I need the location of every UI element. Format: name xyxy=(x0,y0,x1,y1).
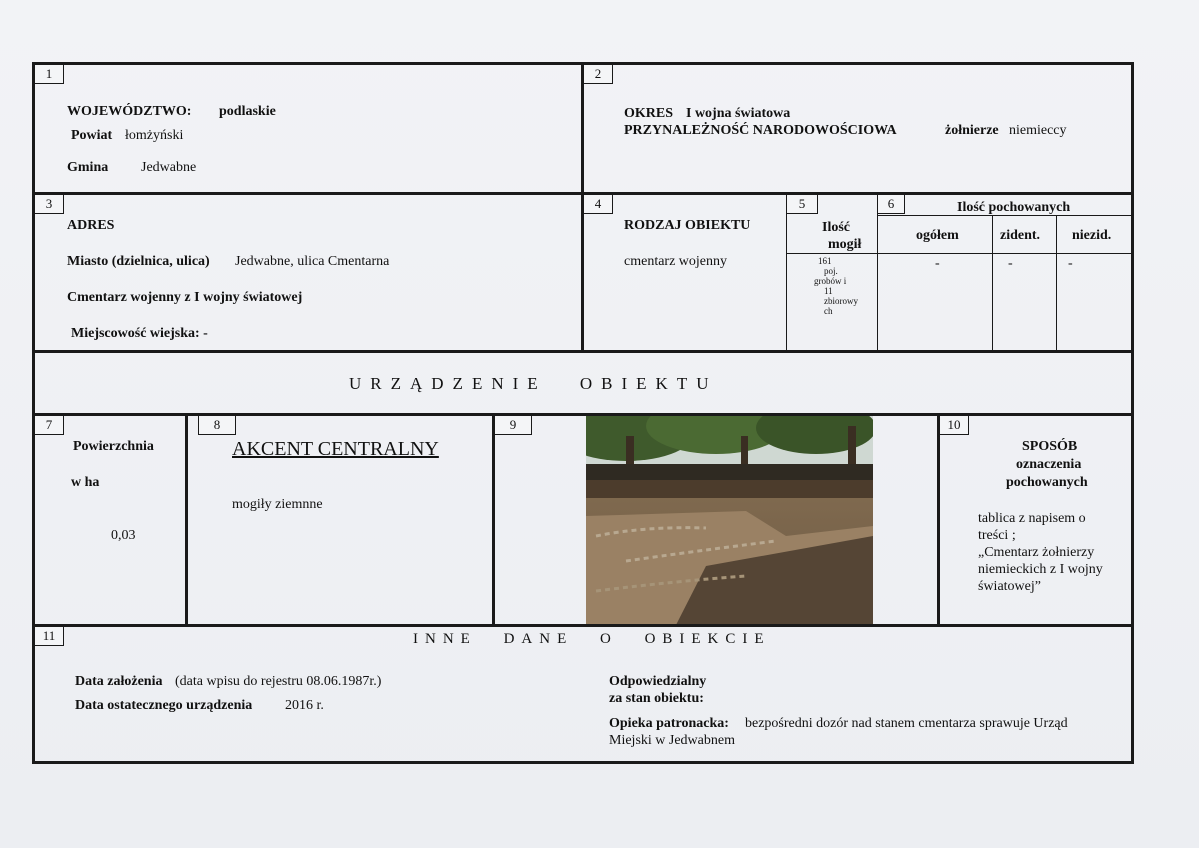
cell-number: 9 xyxy=(495,416,532,435)
cell-number: 3 xyxy=(35,195,64,214)
cell-1 xyxy=(32,62,584,195)
akcent-value: mogiły ziemnne xyxy=(232,497,323,512)
cmentarz-text: Cmentarz wojenny z I wojny światowej xyxy=(67,290,303,305)
cell-number-5: 5 xyxy=(787,195,818,214)
wojewodztwo-value: podlaskie xyxy=(219,104,276,119)
rodzaj-label: RODZAJ OBIEKTU xyxy=(624,218,751,233)
ilosc-mogil-line: 161 xyxy=(818,256,832,266)
przynaleznosc-label: PRZYNALEŻNOŚĆ NARODOWOŚCIOWA xyxy=(624,123,897,138)
wojewodztwo-label: WOJEWÓDZTWO: xyxy=(67,104,192,119)
cell-2 xyxy=(581,62,1134,195)
divider xyxy=(877,195,878,351)
ilosc-mogil-header-1: Ilość xyxy=(822,220,850,235)
przynaleznosc-bold: żołnierze xyxy=(945,123,999,138)
data-zalozenia-label: Data założenia xyxy=(75,674,163,689)
cell-11 xyxy=(32,624,1134,764)
val-zident: - xyxy=(1008,256,1013,271)
powierzchnia-label: Powierzchnia xyxy=(73,439,154,454)
cemetery-photo xyxy=(586,416,873,625)
ilosc-mogil-line: ch xyxy=(824,306,833,316)
divider xyxy=(992,215,993,351)
odpowiedzialny-l1: Odpowiedzialny xyxy=(609,674,707,689)
val-niezid: - xyxy=(1068,256,1073,271)
miasto-label: Miasto (dzielnica, ulica) xyxy=(67,254,210,269)
divider xyxy=(786,195,787,351)
divider xyxy=(787,253,1132,254)
cell-number: 10 xyxy=(940,416,969,435)
adres-label: ADRES xyxy=(67,218,115,233)
section-title-bar xyxy=(32,350,1134,416)
opieka-text-1: bezpośredni dozór nad stanem cmentarza sprawuje Urząd xyxy=(745,716,1068,731)
powiat-label: Powiat xyxy=(71,128,113,143)
col-zident: zident. xyxy=(1000,228,1041,243)
sposob-title-1: SPOSÓB xyxy=(1022,439,1078,454)
divider xyxy=(1056,215,1057,351)
opieka-label: Opieka patronacka: xyxy=(609,716,729,731)
section-title: URZĄDZENIE OBIEKTU xyxy=(349,374,718,393)
cell-3 xyxy=(32,192,584,353)
sposob-text-line: światowej” xyxy=(978,579,1041,594)
sposob-text-line: niemieckich z I wojny xyxy=(978,562,1103,577)
powierzchnia-value: 0,03 xyxy=(111,528,136,543)
cell-number: 7 xyxy=(35,416,64,435)
data-ostatecznego-label: Data ostatecznego urządzenia xyxy=(75,698,253,713)
sposob-title-3: pochowanych xyxy=(1006,475,1088,490)
cell-number: 1 xyxy=(35,65,64,84)
cell-8 xyxy=(185,413,495,627)
akcent-title: AKCENT CENTRALNY xyxy=(232,438,439,460)
val-ogolem: - xyxy=(935,256,940,271)
data-ostatecznego-value: 2016 r. xyxy=(285,698,324,713)
col-niezid: niezid. xyxy=(1072,228,1112,243)
sposob-title-2: oznaczenia xyxy=(1016,457,1082,472)
cell-number: 11 xyxy=(35,627,64,646)
okres-value: I wojna światowa xyxy=(686,106,791,121)
opieka-text-2: Miejski w Jedwabnem xyxy=(609,733,735,748)
przynaleznosc-value: niemieccy xyxy=(1009,123,1067,138)
cell-number-6: 6 xyxy=(878,195,905,214)
ilosc-mogil-line: poj. xyxy=(824,266,838,276)
odpowiedzialny-l2: za stan obiektu: xyxy=(609,691,704,706)
powiat-value: łomżyński xyxy=(125,128,184,143)
gmina-label: Gmina xyxy=(67,160,109,175)
ilosc-pochowanych-header: Ilość pochowanych xyxy=(957,200,1071,215)
cell-number: 2 xyxy=(584,65,613,84)
ilosc-mogil-line: zbiorowy xyxy=(824,296,858,306)
sposob-text-line: „Cmentarz żołnierzy xyxy=(978,545,1095,560)
sposob-text-line: tablica z napisem o xyxy=(978,511,1086,526)
gmina-value: Jedwabne xyxy=(141,160,197,175)
miasto-value: Jedwabne, ulica Cmentarna xyxy=(235,254,390,269)
sposob-text-line: treści ; xyxy=(978,528,1016,543)
cell-10 xyxy=(937,413,1134,627)
rodzaj-value: cmentarz wojenny xyxy=(624,254,728,269)
ilosc-mogil-line: grobów i xyxy=(814,276,847,286)
ilosc-mogil-line: 11 xyxy=(824,286,833,296)
data-zalozenia-value: (data wpisu do rejestru 08.06.1987r.) xyxy=(175,674,382,689)
powierzchnia-unit: w ha xyxy=(71,475,100,490)
cell-4 xyxy=(581,192,1134,353)
inne-dane-title: INNE DANE O OBIEKCIE xyxy=(413,631,771,647)
ilosc-mogil-header-2: mogił xyxy=(828,237,862,252)
okres-label: OKRES xyxy=(624,106,674,121)
cell-number: 4 xyxy=(584,195,613,214)
col-ogolem: ogółem xyxy=(916,228,959,243)
cell-7 xyxy=(32,413,188,627)
cell-number: 8 xyxy=(198,416,236,435)
divider xyxy=(878,215,1132,216)
miejscowosc-text: Miejscowość wiejska: - xyxy=(71,326,208,341)
